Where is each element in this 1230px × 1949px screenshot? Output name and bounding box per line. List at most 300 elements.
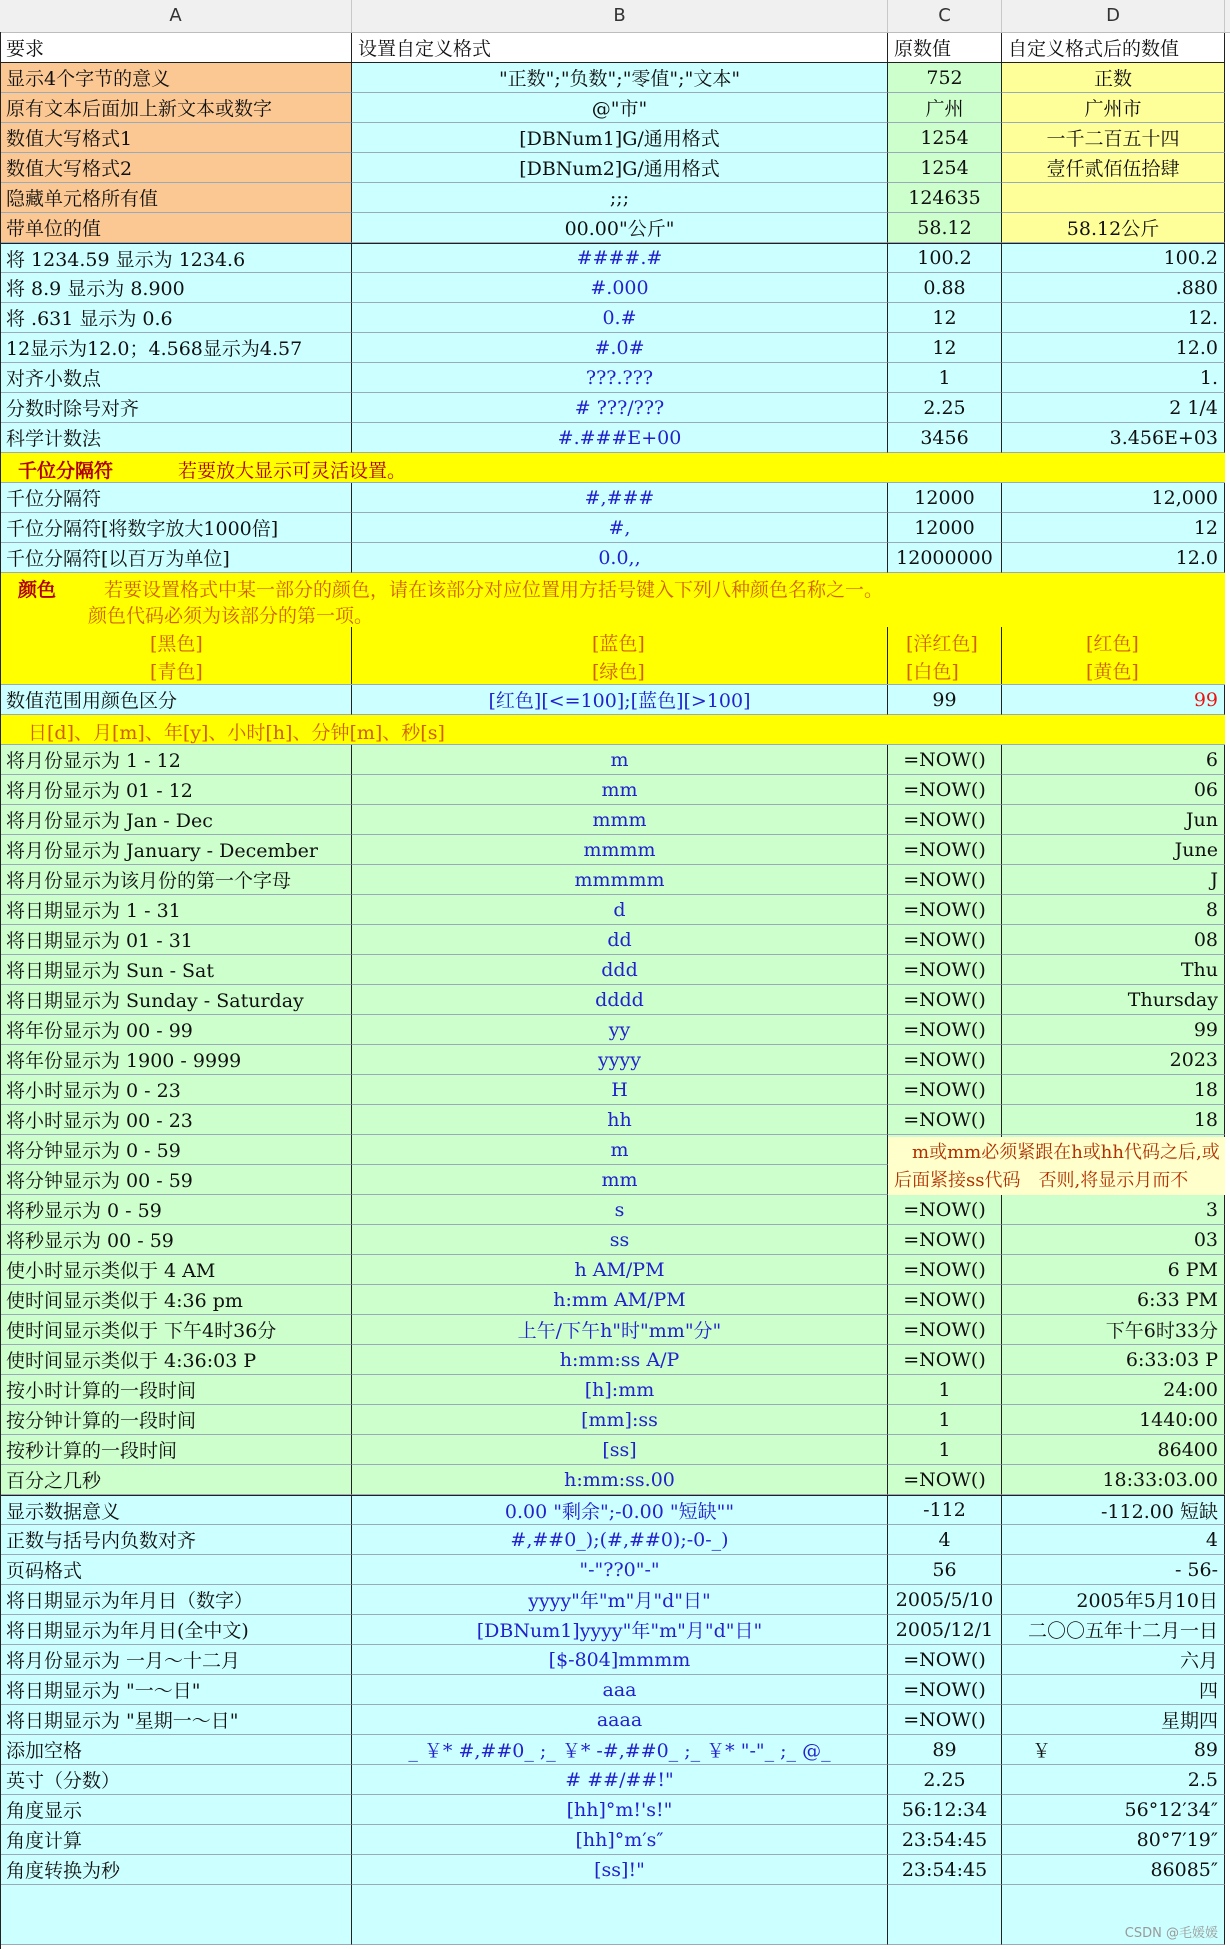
cell-original-value[interactable]: 2005/12/1 [888,1615,1002,1645]
cell-original-value[interactable]: =NOW() [888,775,1002,805]
color-name: [白色] [906,661,959,683]
column-header-b[interactable]: B [352,0,888,32]
cell-requirement[interactable]: 将月份显示为 一月～十二月 [0,1645,352,1675]
cell-original-value[interactable]: =NOW() [888,835,1002,865]
cell-format-code[interactable]: [ss] [352,1435,888,1465]
empty-cell[interactable] [352,1885,888,1945]
cell-formatted-value[interactable]: 广州市 [1002,93,1225,123]
table-row [0,123,1225,153]
cell-original-value[interactable]: =NOW() [888,1045,1002,1075]
cell-requirement[interactable]: 将分钟显示为 00 - 59 [0,1165,352,1195]
cell-original-value[interactable]: 124635 [888,183,1002,213]
table-row [0,1315,1225,1345]
cell-requirement[interactable]: 数值范围用颜色区分 [0,685,352,715]
column-header-bar [0,0,1230,33]
cell-requirement[interactable]: 将日期显示为年月日(全中文) [0,1615,352,1645]
cell-format-code[interactable]: H [352,1075,888,1105]
cell-requirement[interactable]: 原有文本后面加上新文本或数字 [0,93,352,123]
cell-requirement[interactable]: 带单位的值 [0,213,352,243]
cell-original-value[interactable]: 1254 [888,123,1002,153]
cell-format-code[interactable]: 上午/下午h"时"mm"分" [352,1315,888,1345]
cell-requirement[interactable]: 将日期显示为 "一～日" [0,1675,352,1705]
table-row [0,363,1225,393]
cell-original-value[interactable]: 12 [888,303,1002,333]
cell-original-value[interactable]: =NOW() [888,805,1002,835]
cell-formatted-value[interactable]: 56°12′34″ [1002,1795,1225,1825]
table-row [0,1195,1225,1225]
table-row [0,1075,1225,1105]
cell-formatted-value[interactable] [1002,1735,1225,1765]
cell-formatted-value[interactable]: 18 [1002,1075,1225,1105]
color-name: [绿色] [592,661,645,683]
cell-format-code[interactable]: "正数";"负数";"零值";"文本" [352,63,888,93]
cell-requirement[interactable]: 数值大写格式1 [0,123,352,153]
cell-requirement[interactable]: 百分之几秒 [0,1465,352,1495]
cell-formatted-value[interactable]: 08 [1002,925,1225,955]
left-border [0,32,1,1949]
cell-format-code[interactable]: dd [352,925,888,955]
cell-original-value[interactable]: 1 [888,1375,1002,1405]
cell-requirement[interactable]: 使小时显示类似于 4 AM [0,1255,352,1285]
table-row [0,483,1225,513]
table-row [0,1105,1225,1135]
table-row [0,895,1225,925]
cell-requirement[interactable]: 将月份显示为该月份的第一个字母 [0,865,352,895]
table-row [0,1615,1225,1645]
table-row [0,865,1225,895]
cell-original-value[interactable]: =NOW() [888,1105,1002,1135]
cell-requirement[interactable]: 数值大写格式2 [0,153,352,183]
cell-format-code[interactable]: m [352,745,888,775]
table-row [0,1015,1225,1045]
table-row [0,423,1225,453]
cell-original-value[interactable]: =NOW() [888,1645,1002,1675]
cell-original-value[interactable]: =NOW() [888,1465,1002,1495]
cell-requirement[interactable]: 将分钟显示为 0 - 59 [0,1135,352,1165]
column-header-a[interactable]: A [0,0,352,32]
cell-format-code[interactable]: h:mm:ss A/P [352,1345,888,1375]
cell-requirement[interactable]: 将小时显示为 0 - 23 [0,1075,352,1105]
cell-format-code[interactable]: dddd [352,985,888,1015]
column-header-d[interactable]: D [1002,0,1225,32]
cell-requirement[interactable]: 将日期显示为 Sun - Sat [0,955,352,985]
cell-format-code[interactable]: 00.00"公斤" [352,213,888,243]
color-name: [洋红色] [906,633,978,655]
cell-requirement[interactable]: 将月份显示为 Jan - Dec [0,805,352,835]
table-row [0,543,1225,573]
cell-original-value[interactable]: 12 [888,333,1002,363]
cell-formatted-value[interactable]: 正数 [1002,63,1225,93]
table-row [0,1345,1225,1375]
cell-original-value[interactable]: 58.12 [888,213,1002,243]
cell-requirement[interactable]: 按小时计算的一段时间 [0,1375,352,1405]
cell-formatted-value[interactable]: 12.0 [1002,543,1225,573]
cell-requirement[interactable]: 将月份显示为 01 - 12 [0,775,352,805]
cell-formatted-value[interactable]: 星期四 [1002,1705,1225,1735]
table-row [0,1795,1225,1825]
cell-requirement[interactable]: 12显示为12.0；4.568显示为4.57 [0,333,352,363]
table-row [0,393,1225,423]
cell-original-value[interactable]: 3456 [888,423,1002,453]
cell-formatted-value[interactable]: 3 [1002,1195,1225,1225]
cell-formatted-value[interactable]: .880 [1002,273,1225,303]
table-row [0,1525,1225,1555]
cell-format-code[interactable]: s [352,1195,888,1225]
header-format[interactable]: 设置自定义格式 [352,33,888,63]
cell-original-value[interactable]: =NOW() [888,1285,1002,1315]
cell-original-value[interactable]: =NOW() [888,955,1002,985]
cell-original-value[interactable]: 56 [888,1555,1002,1585]
column-header-c[interactable]: C [888,0,1002,32]
column-divider [887,627,888,685]
cell-format-code[interactable]: #,##0_);(#,##0);-0-_) [352,1525,888,1555]
cell-format-code[interactable]: aaa [352,1675,888,1705]
table-row [0,1225,1225,1255]
cell-formatted-value[interactable]: - 56- [1002,1555,1225,1585]
cell-format-code[interactable]: 0.0,, [352,543,888,573]
cell-formatted-value[interactable]: 二〇〇五年十二月一日 [1002,1615,1225,1645]
cell-formatted-value[interactable]: Jun [1002,805,1225,835]
thousands-separator-banner [0,453,1225,483]
cell-format-code[interactable]: 0.# [352,303,888,333]
cell-formatted-value[interactable]: 2023 [1002,1045,1225,1075]
cell-formatted-value[interactable]: 99 [1002,685,1225,715]
table-row [0,1495,1225,1525]
table-header-row [0,33,1225,63]
cell-format-code[interactable]: # ##/##!" [352,1765,888,1795]
cell-formatted-value[interactable]: June [1002,835,1225,865]
cell-original-value[interactable]: =NOW() [888,985,1002,1015]
cell-format-code[interactable]: [DBNum1]G/通用格式 [352,123,888,153]
header-original[interactable]: 原数值 [888,33,1002,63]
note-line: 后面紧接ss代码 否则,将显示月而不 [894,1170,1189,1191]
empty-cell[interactable] [0,1885,352,1945]
cell-formatted-value[interactable]: 100.2 [1002,243,1225,273]
cell-requirement[interactable]: 使时间显示类似于 4:36:03 P [0,1345,352,1375]
cell-original-value[interactable]: =NOW() [888,865,1002,895]
currency-symbol: ￥ [1032,1740,1052,1762]
cell-formatted-value[interactable]: -112.00 短缺 [1002,1495,1225,1525]
cell-formatted-value[interactable]: 一千二百五十四 [1002,123,1225,153]
cell-format-code[interactable]: yy [352,1015,888,1045]
cell-formatted-value[interactable]: J [1002,865,1225,895]
cell-format-code[interactable]: aaaa [352,1705,888,1735]
table-row [0,745,1225,775]
cell-formatted-value[interactable]: 03 [1002,1225,1225,1255]
cell-requirement[interactable]: 正数与括号内负数对齐 [0,1525,352,1555]
cell-format-code[interactable]: mm [352,775,888,805]
cell-format-code[interactable]: [红色][<=100];[蓝色][>100] [352,685,888,715]
cell-formatted-value[interactable]: 2 1/4 [1002,393,1225,423]
table-row [0,213,1225,243]
cell-format-code[interactable]: [h]:mm [352,1375,888,1405]
cell-format-code[interactable]: [mm]:ss [352,1405,888,1435]
cell-requirement[interactable]: 千位分隔符 [0,483,352,513]
cell-format-code[interactable]: [DBNum1]yyyy"年"m"月"d"日" [352,1615,888,1645]
cell-requirement[interactable]: 将 8.9 显示为 8.900 [0,273,352,303]
cell-original-value[interactable]: 1 [888,1435,1002,1465]
cell-formatted-value[interactable]: Thursday [1002,985,1225,1015]
table-row [0,333,1225,363]
cell-requirement[interactable]: 按分钟计算的一段时间 [0,1405,352,1435]
cell-original-value[interactable]: =NOW() [888,1075,1002,1105]
cell-original-value[interactable]: 广州 [888,93,1002,123]
cell-format-code[interactable]: [$-804]mmmm [352,1645,888,1675]
cell-requirement[interactable]: 千位分隔符[以百万为单位] [0,543,352,573]
table-row [0,183,1225,213]
cell-original-value[interactable]: 89 [888,1735,1002,1765]
cell-formatted-value[interactable]: 1. [1002,363,1225,393]
table-row [0,1675,1225,1705]
cell-requirement[interactable]: 将 1234.59 显示为 1234.6 [0,243,352,273]
cell-requirement[interactable]: 将日期显示为 Sunday - Saturday [0,985,352,1015]
table-row [0,93,1225,123]
empty-rows [0,1885,1225,1945]
table-row [0,243,1225,273]
cell-format-code[interactable]: _ ￥* #,##0_ ;_ ￥* -#,##0_ ;_ ￥* "-"_ ;_ @_ [352,1735,888,1765]
cell-requirement[interactable]: 将年份显示为 1900 - 9999 [0,1045,352,1075]
cell-format-code[interactable]: ss [352,1225,888,1255]
cell-original-value[interactable]: =NOW() [888,1015,1002,1045]
table-row [0,775,1225,805]
cell-format-code[interactable]: [hh]°m′s″ [352,1825,888,1855]
cell-format-code[interactable]: ddd [352,955,888,985]
cell-original-value[interactable]: -112 [888,1495,1002,1525]
cell-format-code[interactable]: m [352,1135,888,1165]
cell-requirement[interactable]: 将日期显示为 01 - 31 [0,925,352,955]
cell-formatted-value[interactable]: 12,000 [1002,483,1225,513]
table-row [0,1045,1225,1075]
cell-requirement[interactable]: 添加空格 [0,1735,352,1765]
cell-requirement[interactable]: 角度计算 [0,1825,352,1855]
cell-formatted-value[interactable] [1002,183,1225,213]
cell-formatted-value[interactable]: 18:33:03.00 [1002,1465,1225,1495]
cell-original-value[interactable]: 12000 [888,513,1002,543]
header-formatted[interactable]: 自定义格式后的数值 [1002,33,1225,63]
cell-requirement[interactable]: 将年份显示为 00 - 99 [0,1015,352,1045]
cell-original-value[interactable]: 1 [888,1405,1002,1435]
table-row [0,835,1225,865]
cell-requirement[interactable]: 角度显示 [0,1795,352,1825]
color-name: [黑色] [150,633,203,655]
cell-format-code[interactable]: hh [352,1105,888,1135]
cell-format-code[interactable]: [hh]°m!'s!" [352,1795,888,1825]
color-banner-title: 颜色 [18,579,57,601]
cell-formatted-value[interactable]: 86085″ [1002,1855,1225,1885]
table-row [0,1435,1225,1465]
cell-original-value[interactable]: 23:54:45 [888,1825,1002,1855]
cell-requirement[interactable]: 将小时显示为 00 - 23 [0,1105,352,1135]
header-requirement[interactable]: 要求 [0,33,352,63]
cell-formatted-value[interactable]: 06 [1002,775,1225,805]
date-code-text: 日[d]、月[m]、年[y]、小时[h]、分钟[m]、秒[s] [28,722,445,744]
column-divider [1001,627,1002,685]
cell-format-code[interactable]: [ss]!" [352,1855,888,1885]
cell-formatted-value[interactable]: 99 [1002,1015,1225,1045]
cell-format-code[interactable]: ####.# [352,243,888,273]
table-row [0,1765,1225,1795]
cell-format-code[interactable]: ???.??? [352,363,888,393]
cell-requirement[interactable]: 分数时除号对齐 [0,393,352,423]
table-row [0,1705,1225,1735]
cell-requirement[interactable]: 按秒计算的一段时间 [0,1435,352,1465]
cell-formatted-value[interactable]: 下午6时33分 [1002,1315,1225,1345]
table-row [0,1465,1225,1495]
cell-original-value[interactable]: 100.2 [888,243,1002,273]
cell-formatted-value[interactable]: 12.0 [1002,333,1225,363]
cell-format-code[interactable]: mm [352,1165,888,1195]
cell-requirement[interactable]: 显示数据意义 [0,1495,352,1525]
color-banner [0,573,1225,685]
cell-formatted-value[interactable]: Thu [1002,955,1225,985]
cell-format-code[interactable]: [DBNum2]G/通用格式 [352,153,888,183]
cell-formatted-value[interactable]: 12. [1002,303,1225,333]
cell-formatted-value[interactable]: 86400 [1002,1435,1225,1465]
banner-text: 若要放大显示可灵活设置。 [178,460,407,482]
table-row [0,955,1225,985]
formatted-number: 89 [1193,1738,1218,1761]
cell-formatted-value[interactable]: 80°7′19″ [1002,1825,1225,1855]
cell-format-code[interactable]: #.###E+00 [352,423,888,453]
cell-format-code[interactable]: mmmmm [352,865,888,895]
cell-format-code[interactable]: h AM/PM [352,1255,888,1285]
cell-requirement[interactable]: 将日期显示为 1 - 31 [0,895,352,925]
cell-original-value[interactable]: 12000 [888,483,1002,513]
cell-original-value[interactable]: 23:54:45 [888,1855,1002,1885]
banner-title: 千位分隔符 [18,460,114,482]
table-row [0,1645,1225,1675]
cell-original-value[interactable]: =NOW() [888,1705,1002,1735]
cell-format-code[interactable]: @"市" [352,93,888,123]
cell-formatted-value[interactable]: 壹仟贰佰伍拾肆 [1002,153,1225,183]
cell-requirement[interactable]: 将日期显示为 "星期一～日" [0,1705,352,1735]
cell-format-code[interactable]: #, [352,513,888,543]
table-row [0,1375,1225,1405]
cell-requirement[interactable]: 英寸（分数） [0,1765,352,1795]
cell-format-code[interactable]: mmm [352,805,888,835]
cell-original-value[interactable]: 1254 [888,153,1002,183]
cell-format-code[interactable]: 0.00 "剩余";-0.00 "短缺"" [352,1495,888,1525]
cell-formatted-value[interactable]: 2005年5月10日 [1002,1585,1225,1615]
empty-cell[interactable] [888,1885,1002,1945]
cell-format-code[interactable]: yyyy [352,1045,888,1075]
cell-formatted-value[interactable]: 六月 [1002,1645,1225,1675]
cell-formatted-value[interactable]: 2.5 [1002,1765,1225,1795]
cell-format-code[interactable]: d [352,895,888,925]
cell-requirement[interactable]: 使时间显示类似于 4:36 pm [0,1285,352,1315]
cell-original-value[interactable]: =NOW() [888,1225,1002,1255]
cell-format-code[interactable]: #.0# [352,333,888,363]
table-row [0,1855,1225,1885]
cell-format-code[interactable]: # ???/??? [352,393,888,423]
cell-requirement[interactable]: 显示4个字节的意义 [0,63,352,93]
cell-requirement[interactable]: 页码格式 [0,1555,352,1585]
table-row [0,685,1225,715]
cell-original-value[interactable]: 2005/5/10 [888,1585,1002,1615]
cell-original-value[interactable]: =NOW() [888,1315,1002,1345]
cell-requirement[interactable]: 将 .631 显示为 0.6 [0,303,352,333]
cell-format-code[interactable]: yyyy"年"m"月"d"日" [352,1585,888,1615]
cell-original-value[interactable]: 1 [888,363,1002,393]
cell-formatted-value[interactable]: 四 [1002,1675,1225,1705]
cell-original-value[interactable]: =NOW() [888,895,1002,925]
cell-original-value[interactable]: 12000000 [888,543,1002,573]
cell-format-code[interactable]: "-"??0"-" [352,1555,888,1585]
cell-original-value[interactable]: 2.25 [888,393,1002,423]
cell-formatted-value[interactable]: 18 [1002,1105,1225,1135]
table-row [0,1735,1225,1765]
table-row [0,1285,1225,1315]
cell-requirement[interactable]: 对齐小数点 [0,363,352,393]
cell-requirement[interactable]: 隐藏单元格所有值 [0,183,352,213]
cell-formatted-value[interactable]: 6 [1002,745,1225,775]
cell-formatted-value[interactable]: 3.456E+03 [1002,423,1225,453]
column-divider [351,627,352,685]
cell-requirement[interactable]: 将秒显示为 00 - 59 [0,1225,352,1255]
cell-formatted-value[interactable]: 6:33:03 P [1002,1345,1225,1375]
table-row [0,1555,1225,1585]
cell-requirement[interactable]: 将月份显示为 1 - 12 [0,745,352,775]
cell-original-value[interactable]: 2.25 [888,1765,1002,1795]
cell-original-value[interactable]: 0.88 [888,273,1002,303]
table-row [0,1255,1225,1285]
table-row [0,1405,1225,1435]
cell-format-code[interactable]: mmmm [352,835,888,865]
cell-original-value[interactable]: =NOW() [888,925,1002,955]
cell-original-value[interactable]: 56:12:34 [888,1795,1002,1825]
watermark: CSDN @毛媛媛 [1124,1926,1218,1941]
table-row [0,273,1225,303]
color-name: [青色] [150,661,203,683]
cell-formatted-value[interactable]: 58.12公斤 [1002,213,1225,243]
cell-original-value[interactable]: =NOW() [888,1195,1002,1225]
cell-format-code[interactable]: #.000 [352,273,888,303]
color-name: [蓝色] [592,633,645,655]
cell-formatted-value[interactable]: 6 PM [1002,1255,1225,1285]
table-row [0,985,1225,1015]
cell-formatted-value[interactable]: 1440:00 [1002,1405,1225,1435]
color-name: [黄色] [1086,661,1139,683]
table-row [0,153,1225,183]
cell-requirement[interactable]: 千位分隔符[将数字放大1000倍] [0,513,352,543]
cell-requirement[interactable]: 将日期显示为年月日（数字） [0,1585,352,1615]
cell-formatted-value[interactable]: 6:33 PM [1002,1285,1225,1315]
cell-formatted-value[interactable]: 8 [1002,895,1225,925]
color-banner-line2: 颜色代码必须为该部分的第一项。 [88,605,374,627]
cell-requirement[interactable]: 科学计数法 [0,423,352,453]
cell-requirement[interactable]: 角度转换为秒 [0,1855,352,1885]
cell-original-value[interactable]: 99 [888,685,1002,715]
cell-requirement[interactable]: 使时间显示类似于 下午4时36分 [0,1315,352,1345]
cell-formatted-value[interactable]: 4 [1002,1525,1225,1555]
cell-format-code[interactable]: #,### [352,483,888,513]
cell-formatted-value[interactable]: 24:00 [1002,1375,1225,1405]
cell-original-value[interactable]: 4 [888,1525,1002,1555]
cell-original-value[interactable]: =NOW() [888,1345,1002,1375]
table-row [0,1825,1225,1855]
cell-requirement[interactable]: 将秒显示为 0 - 59 [0,1195,352,1225]
table-row [0,1585,1225,1615]
cell-requirement[interactable]: 将月份显示为 January - December [0,835,352,865]
cell-format-code[interactable]: h:mm AM/PM [352,1285,888,1315]
cell-original-value[interactable]: =NOW() [888,1255,1002,1285]
cell-original-value[interactable]: 752 [888,63,1002,93]
cell-formatted-value[interactable]: 12 [1002,513,1225,543]
cell-original-value[interactable]: =NOW() [888,1675,1002,1705]
cell-format-code[interactable]: ;;; [352,183,888,213]
cell-format-code[interactable]: h:mm:ss.00 [352,1465,888,1495]
cell-original-value[interactable]: =NOW() [888,745,1002,775]
